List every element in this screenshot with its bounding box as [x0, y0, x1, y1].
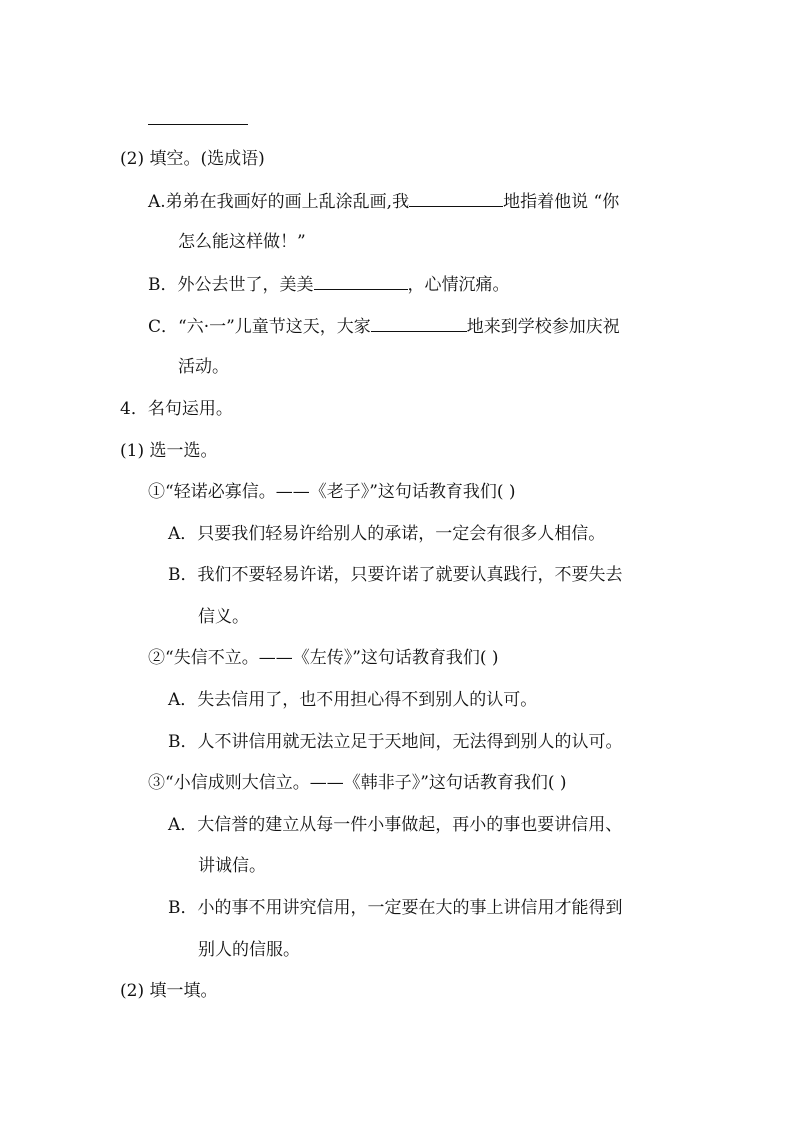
item-1-option-a[interactable]: A．只要我们轻易许给别人的承诺，一定会有很多人相信。 [168, 524, 606, 544]
question-a-continued: 怎么能这样做！” [178, 232, 306, 252]
item-2-stem: ②“失信不立。——《左传》”这句话教育我们( ) [148, 648, 499, 668]
question-b-text-end: ，心情沉痛。 [407, 275, 510, 295]
item-3-option-b[interactable]: B．小的事不用讲究信用，一定要在大的事上讲信用才能得到 [168, 898, 623, 918]
item-3-option-a-continued: 讲诚信。 [198, 856, 266, 876]
item-2-option-a[interactable]: A．失去信用了，也不用担心得不到别人的认可。 [168, 690, 538, 710]
question-c-continued: 活动。 [178, 357, 229, 377]
question-c [148, 315, 620, 338]
question-a [148, 190, 619, 213]
item-3-stem: ③“小信成则大信立。——《韩非子》”这句话教育我们( ) [148, 773, 567, 793]
question-c-text: C．“六·一”儿童节这天，大家 [148, 317, 371, 337]
fill-blank-a[interactable] [409, 190, 503, 207]
subsection-2-title: (2) 填一填。 [120, 981, 218, 1001]
question-a-text-end: 地指着他说 “你 [503, 192, 620, 212]
answer-blank-line [148, 124, 248, 125]
subsection-1-title: (1) 选一选。 [120, 441, 218, 461]
part2-label: (2) 填空。(选成语) [120, 149, 265, 169]
item-1-option-b-continued: 信义。 [198, 607, 249, 627]
section-4-title: 4．名句运用。 [120, 399, 233, 419]
item-3-option-a[interactable]: A．大信誉的建立从每一件小事做起，再小的事也要讲信用、 [168, 815, 623, 835]
item-1-option-b[interactable]: B．我们不要轻易许诺，只要许诺了就要认真践行，不要失去 [168, 565, 623, 585]
question-a-text: A.弟弟在我画好的画上乱涂乱画,我 [148, 192, 410, 212]
item-2-option-b[interactable]: B．人不讲信用就无法立足于天地间，无法得到别人的认可。 [168, 732, 623, 752]
question-b-text: B．外公去世了，美美 [148, 275, 314, 295]
item-3-option-b-continued: 别人的信服。 [198, 940, 300, 960]
item-1-stem: ①“轻诺必寡信。——《老子》”这句话教育我们( ) [148, 482, 516, 502]
fill-blank-b[interactable] [314, 273, 408, 290]
fill-blank-c[interactable] [371, 315, 467, 332]
question-b [148, 273, 510, 296]
question-c-text-end: 地来到学校参加庆祝 [466, 317, 620, 337]
